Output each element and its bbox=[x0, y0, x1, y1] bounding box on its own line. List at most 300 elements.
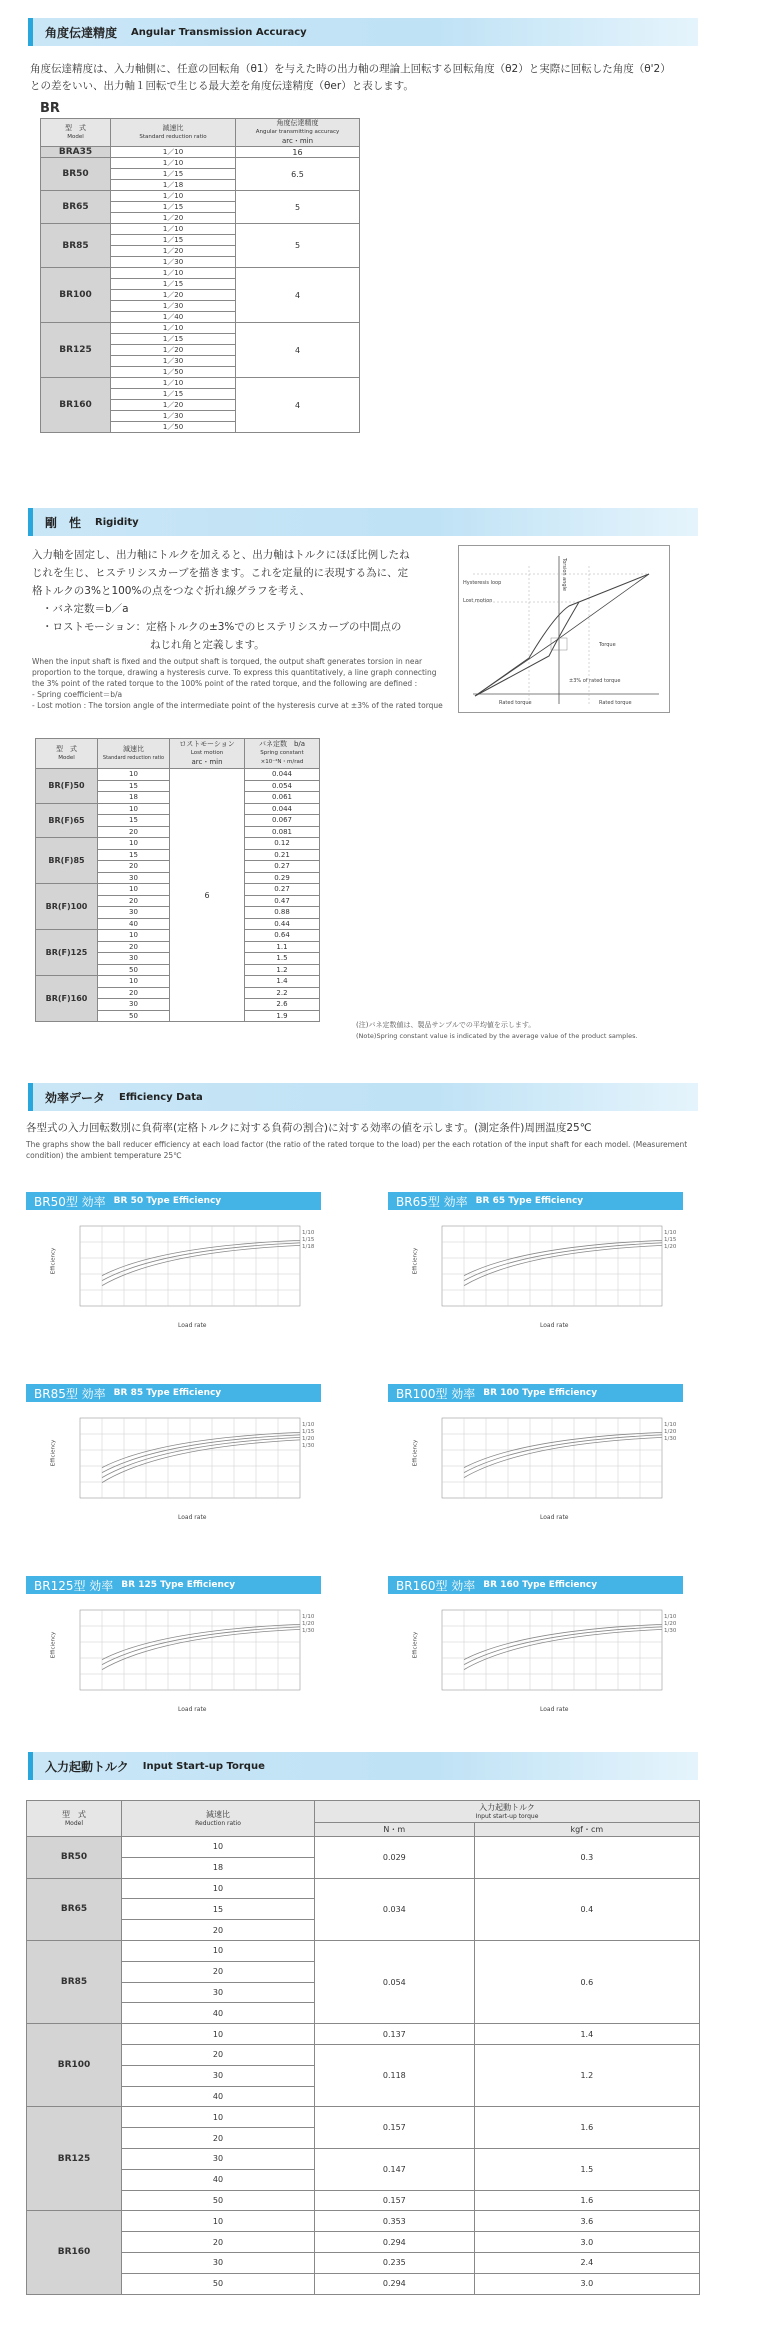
diagram-lost-label: Lost motion bbox=[463, 598, 493, 604]
model-cell: BR100 bbox=[41, 268, 111, 323]
ratio-cell: 40 bbox=[98, 918, 170, 930]
efficiency-legend-label: 1/20 bbox=[664, 1244, 677, 1250]
ratio-cell: 1／30 bbox=[111, 257, 236, 268]
startup-header-ratio-line: Reduction ratio bbox=[195, 1819, 241, 1827]
efficiency-chart-title-jp: BR100型 効率 bbox=[396, 1386, 476, 1401]
table-row bbox=[41, 224, 360, 235]
diagram-torsion-label: Torsion angle bbox=[561, 558, 567, 592]
table-row bbox=[27, 2252, 700, 2273]
table-row bbox=[27, 2107, 700, 2128]
ratio-cell: 10 bbox=[98, 803, 170, 815]
startup-header-ratio-line: 減速比 bbox=[206, 1809, 230, 1819]
ratio-cell: 18 bbox=[98, 792, 170, 804]
ratio-cell: 1／30 bbox=[111, 356, 236, 367]
model-cell: BR125 bbox=[27, 2107, 122, 2211]
efficiency-plot bbox=[40, 1218, 330, 1318]
efficiency-legend-label: 1/30 bbox=[302, 1443, 315, 1449]
ratio-cell: 30 bbox=[122, 2065, 315, 2086]
nm-cell: 0.294 bbox=[315, 2232, 475, 2253]
efficiency-curve bbox=[102, 1245, 300, 1285]
rigidity-header-row bbox=[36, 739, 320, 769]
kgf-cell: 0.4 bbox=[474, 1878, 699, 1940]
efficiency-chart-header bbox=[388, 1384, 683, 1402]
model-cell: BR(F)65 bbox=[36, 803, 98, 838]
ratio-cell: 1／10 bbox=[111, 268, 236, 279]
efficiency-chart-header bbox=[388, 1576, 683, 1594]
kgf-cell: 1.2 bbox=[474, 2044, 699, 2106]
table-row bbox=[27, 2024, 700, 2045]
spring-cell: 0.88 bbox=[245, 907, 320, 919]
ratio-cell: 50 bbox=[98, 1010, 170, 1022]
ratio-cell: 1／30 bbox=[111, 301, 236, 312]
efficiency-legend-label: 1/10 bbox=[302, 1614, 315, 1620]
table-row bbox=[41, 268, 360, 279]
efficiency-ylabel: Efficiency bbox=[412, 1247, 419, 1275]
ratio-cell: 20 bbox=[122, 2232, 315, 2253]
efficiency-ylabel: Efficiency bbox=[412, 1439, 419, 1467]
ratio-cell: 50 bbox=[122, 2273, 315, 2294]
rigidity-note-en: (Note)Spring constant value is indicated by the average value of the product samples. bbox=[356, 1032, 638, 1040]
spring-cell: 0.061 bbox=[245, 792, 320, 804]
diagram-hysteresis-label: Hysteresis loop bbox=[463, 580, 502, 586]
ratio-cell: 30 bbox=[98, 907, 170, 919]
ratio-cell: 1／50 bbox=[111, 422, 236, 433]
model-cell: BR(F)125 bbox=[36, 930, 98, 976]
efficiency-curve bbox=[464, 1437, 662, 1477]
startup-header-model-line: Model bbox=[64, 1819, 83, 1827]
accuracy-subtitle: BR bbox=[40, 101, 60, 116]
ratio-cell: 1／10 bbox=[111, 224, 236, 235]
efficiency-chart bbox=[40, 1602, 330, 1713]
table-row bbox=[27, 2211, 700, 2232]
rigidity-section-header bbox=[28, 508, 698, 536]
ratio-cell: 20 bbox=[122, 2128, 315, 2149]
startup-header-model bbox=[27, 1801, 122, 1837]
efficiency-xlabel: Load rate bbox=[540, 1322, 569, 1329]
accuracy-header-ratio bbox=[111, 119, 236, 147]
efficiency-curve bbox=[464, 1629, 662, 1669]
ratio-cell: 1／15 bbox=[111, 235, 236, 246]
startup-header-torque bbox=[315, 1801, 700, 1823]
ratio-cell: 1／30 bbox=[111, 411, 236, 422]
efficiency-curve bbox=[102, 1437, 300, 1477]
efficiency-plot bbox=[40, 1602, 330, 1702]
nm-cell: 0.157 bbox=[315, 2107, 475, 2149]
efficiency-legend-label: 1/10 bbox=[664, 1230, 677, 1236]
nm-cell: 0.118 bbox=[315, 2044, 475, 2106]
efficiency-curve bbox=[102, 1440, 300, 1483]
rigidity-en-1: When the input shaft is fixed and the output shaft is torqued, the output shaft generates torsion in near bbox=[32, 657, 423, 666]
ratio-cell: 10 bbox=[98, 769, 170, 781]
ratio-cell: 40 bbox=[122, 2086, 315, 2107]
efficiency-desc-en-1: The graphs show the ball reducer efficiency at each load factor (the ratio of the rated torque to the load) per the each rotation of the input shaft for each model. (Measurement bbox=[26, 1140, 688, 1149]
accuracy-header-model-line: Model bbox=[67, 133, 84, 140]
accuracy-header-ratio-line: Standard reduction ratio bbox=[139, 133, 207, 140]
ratio-cell: 1／20 bbox=[111, 345, 236, 356]
accuracy-title-jp: 角度伝達精度 bbox=[45, 25, 118, 40]
rigidity-header-spring-line: Spring constant bbox=[260, 750, 304, 756]
nm-cell: 0.137 bbox=[315, 2024, 475, 2045]
spring-cell: 0.47 bbox=[245, 895, 320, 907]
efficiency-chart bbox=[402, 1602, 692, 1713]
accuracy-header-value-line: 角度伝達精度 bbox=[276, 119, 319, 127]
model-cell: BR85 bbox=[41, 224, 111, 268]
efficiency-legend-label: 1/30 bbox=[664, 1628, 677, 1634]
rigidity-bullet-3: ねじれ角と定義します。 bbox=[150, 639, 265, 651]
model-cell: BR125 bbox=[41, 323, 111, 378]
table-row bbox=[27, 2273, 700, 2294]
accuracy-header-row bbox=[41, 119, 360, 147]
table-row bbox=[27, 1878, 700, 1899]
spring-cell: 1.5 bbox=[245, 953, 320, 965]
rigidity-header-spring-line: ×10⁻⁴N・m/rad bbox=[260, 759, 304, 765]
spring-cell: 0.29 bbox=[245, 872, 320, 884]
spring-cell: 2.6 bbox=[245, 999, 320, 1011]
model-cell: BRA35 bbox=[41, 147, 111, 158]
startup-table bbox=[26, 1800, 700, 2295]
efficiency-curve bbox=[464, 1245, 662, 1285]
ratio-cell: 10 bbox=[122, 2211, 315, 2232]
table-row bbox=[27, 2044, 700, 2065]
ratio-cell: 1／20 bbox=[111, 213, 236, 224]
startup-header-row bbox=[27, 1801, 700, 1823]
nm-cell: 0.034 bbox=[315, 1878, 475, 1940]
ratio-cell: 18 bbox=[122, 1857, 315, 1878]
value-cell: 4 bbox=[236, 378, 360, 433]
model-cell: BR(F)160 bbox=[36, 976, 98, 1022]
ratio-cell: 10 bbox=[98, 976, 170, 988]
rigidity-en-5: - Lost motion : The torsion angle of the intermediate point of the hysteresis curve at ±3% of the rated torque bbox=[32, 701, 443, 710]
efficiency-xlabel: Load rate bbox=[540, 1706, 569, 1713]
efficiency-chart bbox=[40, 1410, 330, 1521]
efficiency-ylabel: Efficiency bbox=[50, 1439, 57, 1467]
value-cell: 16 bbox=[236, 147, 360, 158]
accuracy-title-en: Angular Transmission Accuracy bbox=[131, 26, 307, 38]
spring-cell: 2.2 bbox=[245, 987, 320, 999]
table-row bbox=[41, 158, 360, 169]
nm-cell: 0.157 bbox=[315, 2190, 475, 2211]
ratio-cell: 1／18 bbox=[111, 180, 236, 191]
table-row bbox=[41, 147, 360, 158]
model-cell: BR65 bbox=[41, 191, 111, 224]
efficiency-chart-title-jp: BR160型 効率 bbox=[396, 1578, 476, 1593]
rigidity-header-ratio-line: 減速比 bbox=[123, 744, 144, 753]
efficiency-title-jp: 効率データ bbox=[45, 1090, 106, 1105]
rigidity-en-2: proportion to the torque, drawing a hysteresis curve. To express this quantitatively, a line graph connecting bbox=[32, 668, 437, 677]
efficiency-chart-title-en: BR 125 Type Efficiency bbox=[121, 1580, 236, 1590]
model-cell: BR50 bbox=[41, 158, 111, 191]
hysteresis-diagram bbox=[458, 545, 670, 713]
efficiency-chart bbox=[402, 1218, 692, 1329]
model-cell: BR(F)50 bbox=[36, 769, 98, 804]
startup-header-torque-line: Input start-up torque bbox=[475, 1812, 539, 1820]
efficiency-legend-label: 1/10 bbox=[302, 1422, 315, 1428]
accuracy-desc-2: との差をいい、出力軸１回転で生じる最大差を角度伝達精度（θer）と表します。 bbox=[30, 80, 414, 92]
accuracy-header-value bbox=[236, 119, 360, 147]
table-row bbox=[41, 378, 360, 389]
accuracy-header-ratio-line: 減速比 bbox=[162, 123, 184, 132]
ratio-cell: 20 bbox=[98, 895, 170, 907]
startup-section-header bbox=[28, 1752, 698, 1780]
efficiency-xlabel: Load rate bbox=[178, 1514, 207, 1521]
efficiency-legend-label: 1/20 bbox=[302, 1436, 315, 1442]
ratio-cell: 10 bbox=[122, 2024, 315, 2045]
ratio-cell: 20 bbox=[98, 826, 170, 838]
rigidity-header-lost-line: arc・min bbox=[191, 758, 223, 766]
efficiency-legend-label: 1/10 bbox=[664, 1422, 677, 1428]
efficiency-legend-label: 1/20 bbox=[664, 1429, 677, 1435]
ratio-cell: 1／20 bbox=[111, 400, 236, 411]
efficiency-legend-label: 1/10 bbox=[664, 1614, 677, 1620]
spring-cell: 1.2 bbox=[245, 964, 320, 976]
accuracy-header-model-line: 型 式 bbox=[65, 123, 86, 132]
efficiency-legend-label: 1/10 bbox=[302, 1230, 315, 1236]
spring-cell: 0.64 bbox=[245, 930, 320, 942]
rigidity-header-model bbox=[36, 739, 98, 769]
ratio-cell: 1／15 bbox=[111, 202, 236, 213]
ratio-cell: 20 bbox=[98, 861, 170, 873]
efficiency-xlabel: Load rate bbox=[540, 1514, 569, 1521]
model-cell: BR(F)100 bbox=[36, 884, 98, 930]
efficiency-chart-title-en: BR 50 Type Efficiency bbox=[113, 1196, 222, 1206]
efficiency-desc-en-2: condition) the ambient temperature 25℃ bbox=[26, 1151, 182, 1160]
efficiency-chart-header bbox=[26, 1192, 321, 1210]
ratio-cell: 30 bbox=[98, 999, 170, 1011]
kgf-cell: 3.0 bbox=[474, 2232, 699, 2253]
diagram-torque-label: Torque bbox=[599, 642, 616, 648]
accuracy-header-model bbox=[41, 119, 111, 147]
value-cell: 4 bbox=[236, 323, 360, 378]
spring-cell: 0.081 bbox=[245, 826, 320, 838]
efficiency-plot bbox=[40, 1410, 330, 1510]
ratio-cell: 30 bbox=[122, 2148, 315, 2169]
ratio-cell: 50 bbox=[122, 2190, 315, 2211]
startup-header-ratio bbox=[122, 1801, 315, 1837]
rigidity-p3: 格トルクの3%と100%の点をつなぐ折れ線グラフを考え、 bbox=[32, 585, 311, 597]
startup-header-model-line: 型 式 bbox=[62, 1809, 86, 1819]
ratio-cell: 1／10 bbox=[111, 158, 236, 169]
nm-cell: 0.147 bbox=[315, 2148, 475, 2190]
efficiency-xlabel: Load rate bbox=[178, 1322, 207, 1329]
spring-cell: 1.9 bbox=[245, 1010, 320, 1022]
ratio-cell: 1／50 bbox=[111, 367, 236, 378]
startup-title-jp: 入力起動トルク bbox=[45, 1759, 129, 1774]
accuracy-desc-1: 角度伝達精度は、入力軸側に、任意の回転角（θ1）を与えた時の出力軸の理論上回転する回転角度（θ2）と実際に回転した角度（θ'2） bbox=[30, 63, 671, 75]
startup-header-torque-line: 入力起動トルク bbox=[479, 1802, 535, 1812]
spring-cell: 0.067 bbox=[245, 815, 320, 827]
ratio-cell: 1／15 bbox=[111, 169, 236, 180]
nm-cell: 0.294 bbox=[315, 2273, 475, 2294]
nm-cell: 0.353 bbox=[315, 2211, 475, 2232]
efficiency-legend-label: 1/20 bbox=[664, 1621, 677, 1627]
efficiency-chart bbox=[402, 1410, 692, 1521]
efficiency-legend-label: 1/15 bbox=[302, 1429, 315, 1435]
efficiency-legend-label: 1/18 bbox=[302, 1244, 315, 1250]
ratio-cell: 20 bbox=[98, 987, 170, 999]
accuracy-header-value-line: Angular transmitting accuracy bbox=[255, 129, 340, 135]
efficiency-plot bbox=[402, 1218, 692, 1318]
ratio-cell: 15 bbox=[98, 849, 170, 861]
value-cell: 4 bbox=[236, 268, 360, 323]
ratio-cell: 40 bbox=[122, 2003, 315, 2024]
efficiency-chart-title-en: BR 65 Type Efficiency bbox=[475, 1196, 584, 1206]
ratio-cell: 20 bbox=[122, 1961, 315, 1982]
efficiency-chart-title-en: BR 160 Type Efficiency bbox=[483, 1580, 598, 1590]
spring-cell: 0.21 bbox=[245, 849, 320, 861]
ratio-cell: 1／15 bbox=[111, 334, 236, 345]
ratio-cell: 1／10 bbox=[111, 191, 236, 202]
efficiency-chart-header bbox=[388, 1192, 683, 1210]
efficiency-chart-title-en: BR 85 Type Efficiency bbox=[113, 1388, 222, 1398]
kgf-cell: 0.6 bbox=[474, 1940, 699, 2023]
kgf-cell: 1.6 bbox=[474, 2107, 699, 2149]
table-row bbox=[27, 1837, 700, 1858]
efficiency-plot bbox=[402, 1602, 692, 1702]
rigidity-bullet-2: ・ロストモーション：定格トルクの±3%でのヒステリシスカーブの中間点の bbox=[42, 621, 402, 633]
nm-cell: 0.235 bbox=[315, 2252, 475, 2273]
ratio-cell: 50 bbox=[98, 964, 170, 976]
kgf-cell: 2.4 bbox=[474, 2252, 699, 2273]
rigidity-header-lost bbox=[170, 739, 245, 769]
spring-cell: 1.1 bbox=[245, 941, 320, 953]
table-row bbox=[36, 769, 320, 781]
efficiency-legend-label: 1/15 bbox=[302, 1237, 315, 1243]
spring-cell: 0.054 bbox=[245, 780, 320, 792]
ratio-cell: 1／10 bbox=[111, 323, 236, 334]
ratio-cell: 1／15 bbox=[111, 389, 236, 400]
efficiency-chart-header bbox=[26, 1576, 321, 1594]
rigidity-p2: じれを生じ、ヒステリシスカーブを描きます。これを定量的に表現する為に、定 bbox=[32, 567, 409, 579]
ratio-cell: 15 bbox=[98, 780, 170, 792]
lost-motion-cell: 6 bbox=[170, 769, 245, 1022]
efficiency-chart bbox=[40, 1218, 330, 1329]
rigidity-header-spring-line: バネ定数 b/a bbox=[258, 740, 306, 748]
model-cell: BR85 bbox=[27, 1940, 122, 2023]
spring-cell: 0.27 bbox=[245, 884, 320, 896]
ratio-cell: 10 bbox=[98, 930, 170, 942]
efficiency-legend-label: 1/15 bbox=[664, 1237, 677, 1243]
ratio-cell: 15 bbox=[98, 815, 170, 827]
ratio-cell: 10 bbox=[122, 1837, 315, 1858]
kgf-cell: 1.6 bbox=[474, 2190, 699, 2211]
model-cell: BR100 bbox=[27, 2024, 122, 2107]
accuracy-header-value-line: arc・min bbox=[281, 137, 314, 145]
efficiency-xlabel: Load rate bbox=[178, 1706, 207, 1713]
efficiency-chart-title-jp: BR125型 効率 bbox=[34, 1578, 114, 1593]
efficiency-curve bbox=[102, 1629, 300, 1669]
efficiency-legend-label: 1/30 bbox=[664, 1436, 677, 1442]
spring-cell: 0.12 bbox=[245, 838, 320, 850]
kgf-cell: 0.3 bbox=[474, 1837, 699, 1879]
spring-cell: 0.044 bbox=[245, 769, 320, 781]
efficiency-ylabel: Efficiency bbox=[412, 1631, 419, 1659]
ratio-cell: 20 bbox=[122, 2044, 315, 2065]
ratio-cell: 1／40 bbox=[111, 312, 236, 323]
efficiency-chart-title-jp: BR50型 効率 bbox=[34, 1194, 106, 1209]
diagram-rated-left: Rated torque bbox=[499, 700, 532, 706]
ratio-cell: 20 bbox=[98, 941, 170, 953]
model-cell: BR(F)85 bbox=[36, 838, 98, 884]
ratio-cell: 30 bbox=[98, 872, 170, 884]
ratio-cell: 10 bbox=[122, 1878, 315, 1899]
value-cell: 5 bbox=[236, 224, 360, 268]
rigidity-header-lost-line: Lost motion bbox=[190, 750, 224, 756]
rigidity-title-jp: 剛 性 bbox=[45, 515, 82, 530]
kgf-cell: 1.5 bbox=[474, 2148, 699, 2190]
diagram-pct-label: ±3% of rated torque bbox=[569, 678, 621, 684]
table-row bbox=[27, 2190, 700, 2211]
ratio-cell: 10 bbox=[122, 2107, 315, 2128]
ratio-cell: 1／20 bbox=[111, 290, 236, 301]
ratio-cell: 30 bbox=[122, 1982, 315, 2003]
value-cell: 5 bbox=[236, 191, 360, 224]
spring-cell: 0.44 bbox=[245, 918, 320, 930]
ratio-cell: 1／20 bbox=[111, 246, 236, 257]
ratio-cell: 30 bbox=[122, 2252, 315, 2273]
efficiency-chart-title-jp: BR85型 効率 bbox=[34, 1386, 106, 1401]
rigidity-en-3: the 3% point of the rated torque to the 100% point of the rated torque, and the following are defined : bbox=[32, 679, 418, 688]
model-cell: BR160 bbox=[41, 378, 111, 433]
rigidity-title-en: Rigidity bbox=[95, 516, 139, 528]
diagram-rated-right: Rated torque bbox=[599, 700, 632, 706]
kgf-cell: 3.6 bbox=[474, 2211, 699, 2232]
efficiency-chart-header bbox=[26, 1384, 321, 1402]
efficiency-legend-label: 1/30 bbox=[302, 1628, 315, 1634]
rigidity-header-model-line: Model bbox=[58, 754, 75, 761]
efficiency-chart-title-en: BR 100 Type Efficiency bbox=[483, 1388, 598, 1398]
spring-cell: 0.27 bbox=[245, 861, 320, 873]
efficiency-ylabel: Efficiency bbox=[50, 1247, 57, 1275]
efficiency-ylabel: Efficiency bbox=[50, 1631, 57, 1659]
accuracy-section-header bbox=[28, 18, 698, 46]
rigidity-note-jp: (注)バネ定数値は、製品サンプルでの平均値を示します。 bbox=[356, 1021, 536, 1029]
model-cell: BR65 bbox=[27, 1878, 122, 1940]
ratio-cell: 30 bbox=[98, 953, 170, 965]
ratio-cell: 10 bbox=[122, 1940, 315, 1961]
model-cell: BR160 bbox=[27, 2211, 122, 2294]
ratio-cell: 10 bbox=[98, 838, 170, 850]
table-row bbox=[41, 191, 360, 202]
startup-title-en: Input Start-up Torque bbox=[142, 1760, 265, 1772]
rigidity-table bbox=[35, 738, 320, 1022]
ratio-cell: 10 bbox=[98, 884, 170, 896]
nm-cell: 0.054 bbox=[315, 1940, 475, 2023]
table-row bbox=[27, 1940, 700, 1961]
table-row bbox=[27, 2148, 700, 2169]
accuracy-table bbox=[40, 118, 360, 433]
rigidity-header-lost-line: ロストモーション bbox=[179, 740, 235, 748]
efficiency-title-en: Efficiency Data bbox=[119, 1091, 203, 1103]
ratio-cell: 1／15 bbox=[111, 279, 236, 290]
kgf-cell: 1.4 bbox=[474, 2024, 699, 2045]
efficiency-chart-title-jp: BR65型 効率 bbox=[396, 1194, 468, 1209]
efficiency-section-header bbox=[28, 1083, 698, 1111]
rigidity-bullet-1: ・バネ定数＝b／a bbox=[42, 603, 129, 615]
kgf-cell: 3.0 bbox=[474, 2273, 699, 2294]
efficiency-desc-jp: 各型式の入力回転数別に負荷率(定格トルクに対する負荷の割合)に対する効率の値を示します。(測定条件)周囲温度25℃ bbox=[26, 1122, 592, 1134]
ratio-cell: 15 bbox=[122, 1899, 315, 1920]
model-cell: BR50 bbox=[27, 1837, 122, 1879]
startup-unit-nm: N・m bbox=[315, 1823, 475, 1837]
startup-unit-kgf: kgf・cm bbox=[474, 1823, 699, 1837]
efficiency-plot bbox=[402, 1410, 692, 1510]
spring-cell: 0.044 bbox=[245, 803, 320, 815]
rigidity-header-ratio bbox=[98, 739, 170, 769]
ratio-cell: 1／10 bbox=[111, 147, 236, 158]
nm-cell: 0.029 bbox=[315, 1837, 475, 1879]
rigidity-header-model-line: 型 式 bbox=[56, 744, 77, 753]
table-row bbox=[27, 2232, 700, 2253]
